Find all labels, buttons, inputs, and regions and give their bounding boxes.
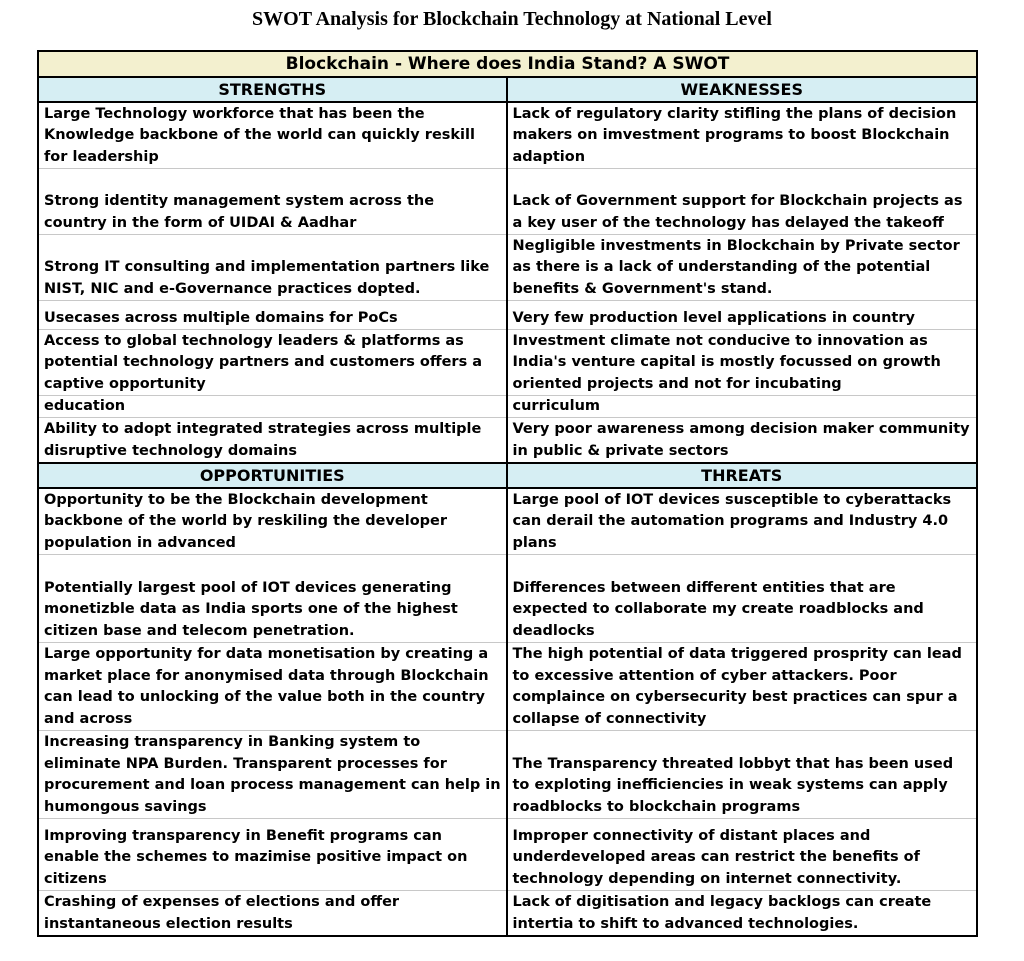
opportunities-column — [39, 462, 508, 935]
weakness-item: Negligible investments in Blockchain by Private sector as there is a lack of understanding of the potential benefits & Government's stand. — [508, 235, 977, 301]
strengths-column — [39, 78, 508, 462]
weakness-item: Lack of regulatory clarity stifling the plans of decision makers on imvestment programs to boost Blockchain adaption — [508, 103, 977, 169]
strength-item: Ability to adopt integrated strategies across multiple disruptive technology domains — [44, 421, 482, 459]
opportunity-item: Crashing of expenses of elections and offer instantaneous election results — [44, 894, 400, 932]
opportunity-item: Opportunity to be the Blockchain development backbone of the world by reskiling the developer population in advanced — [39, 489, 506, 555]
weakness-item: Investment climate not conducive to innovation as India's venture capital is mostly focussed on growth oriented projects and not for incubating — [508, 330, 977, 396]
opportunity-item: Improving transparency in Benefit programs can enable the schemes to mazimise positive impact on citizens — [39, 819, 506, 891]
page-title: SWOT Analysis for Blockchain Technology at National Level — [252, 8, 772, 30]
weaknesses-header: WEAKNESSES — [508, 78, 977, 103]
weakness-item: curriculum — [508, 396, 977, 418]
strength-item: Usecases across multiple domains for PoCs — [39, 301, 506, 330]
opportunities-header: OPPORTUNITIES — [39, 462, 506, 489]
threats-column — [508, 462, 977, 935]
weaknesses-column — [508, 78, 977, 462]
strength-item: Strong identity management system across the country in the form of UIDAI & Aadhar — [39, 169, 506, 235]
strength-item: Strong IT consulting and implementation partners like NIST, NIC and e-Governance practices dopted. — [39, 235, 506, 301]
weakness-item: Very few production level applications in country — [508, 301, 977, 330]
threat-item: Improper connectivity of distant places and underdeveloped areas can restrict the benefits of technology depending on internet connectivity. — [508, 819, 977, 891]
opportunity-item: Increasing transparency in Banking system to eliminate NPA Burden. Transparent processes for procurement and loan process management can help in humongous savings — [39, 731, 506, 819]
table-title: Blockchain - Where does India Stand? A SWOT — [39, 52, 976, 78]
weakness-item: Very poor awareness among decision maker community in public & private sectors — [512, 421, 970, 459]
strengths-weaknesses-section — [39, 78, 976, 462]
threats-header: THREATS — [508, 462, 977, 489]
strength-item: education — [39, 396, 506, 418]
threat-item: The Transparency threated lobbyt that has been used to exploting inefficiencies in weak systems can apply roadblocks to blockchain programs — [508, 731, 977, 819]
opportunities-threats-section — [39, 462, 976, 935]
opportunity-item: Large opportunity for data monetisation by creating a market place for anonymised data through Blockchain can lead to unlocking of the value both in the country and across — [39, 643, 506, 731]
strength-item: Access to global technology leaders & platforms as potential technology partners and customers offers a captive opportunity — [39, 330, 506, 396]
threat-item: Differences between different entities that are expected to collaborate my create roadblocks and deadlocks — [508, 555, 977, 643]
strengths-header: STRENGTHS — [39, 78, 506, 103]
weakness-item: Lack of Government support for Blockchain projects as a key user of the technology has delayed the takeoff — [508, 169, 977, 235]
threat-item: The high potential of data triggered prosprity can lead to excessive attention of cyber attackers. Poor complaince on cybersecurity best practices can spur a collapse of connectivity — [508, 643, 977, 731]
strength-item: Large Technology workforce that has been the Knowledge backbone of the world can quickly reskill for leadership — [39, 103, 506, 169]
threat-item: Large pool of IOT devices susceptible to cyberattacks can derail the automation programs and Industry 4.0 plans — [508, 489, 977, 555]
swot-table — [37, 50, 978, 937]
threat-item: Lack of digitisation and legacy backlogs can create intertia to shift to advanced technologies. — [512, 894, 932, 932]
opportunity-item: Potentially largest pool of IOT devices generating monetizble data as India sports one of the highest citizen base and telecom penetration. — [39, 555, 506, 643]
